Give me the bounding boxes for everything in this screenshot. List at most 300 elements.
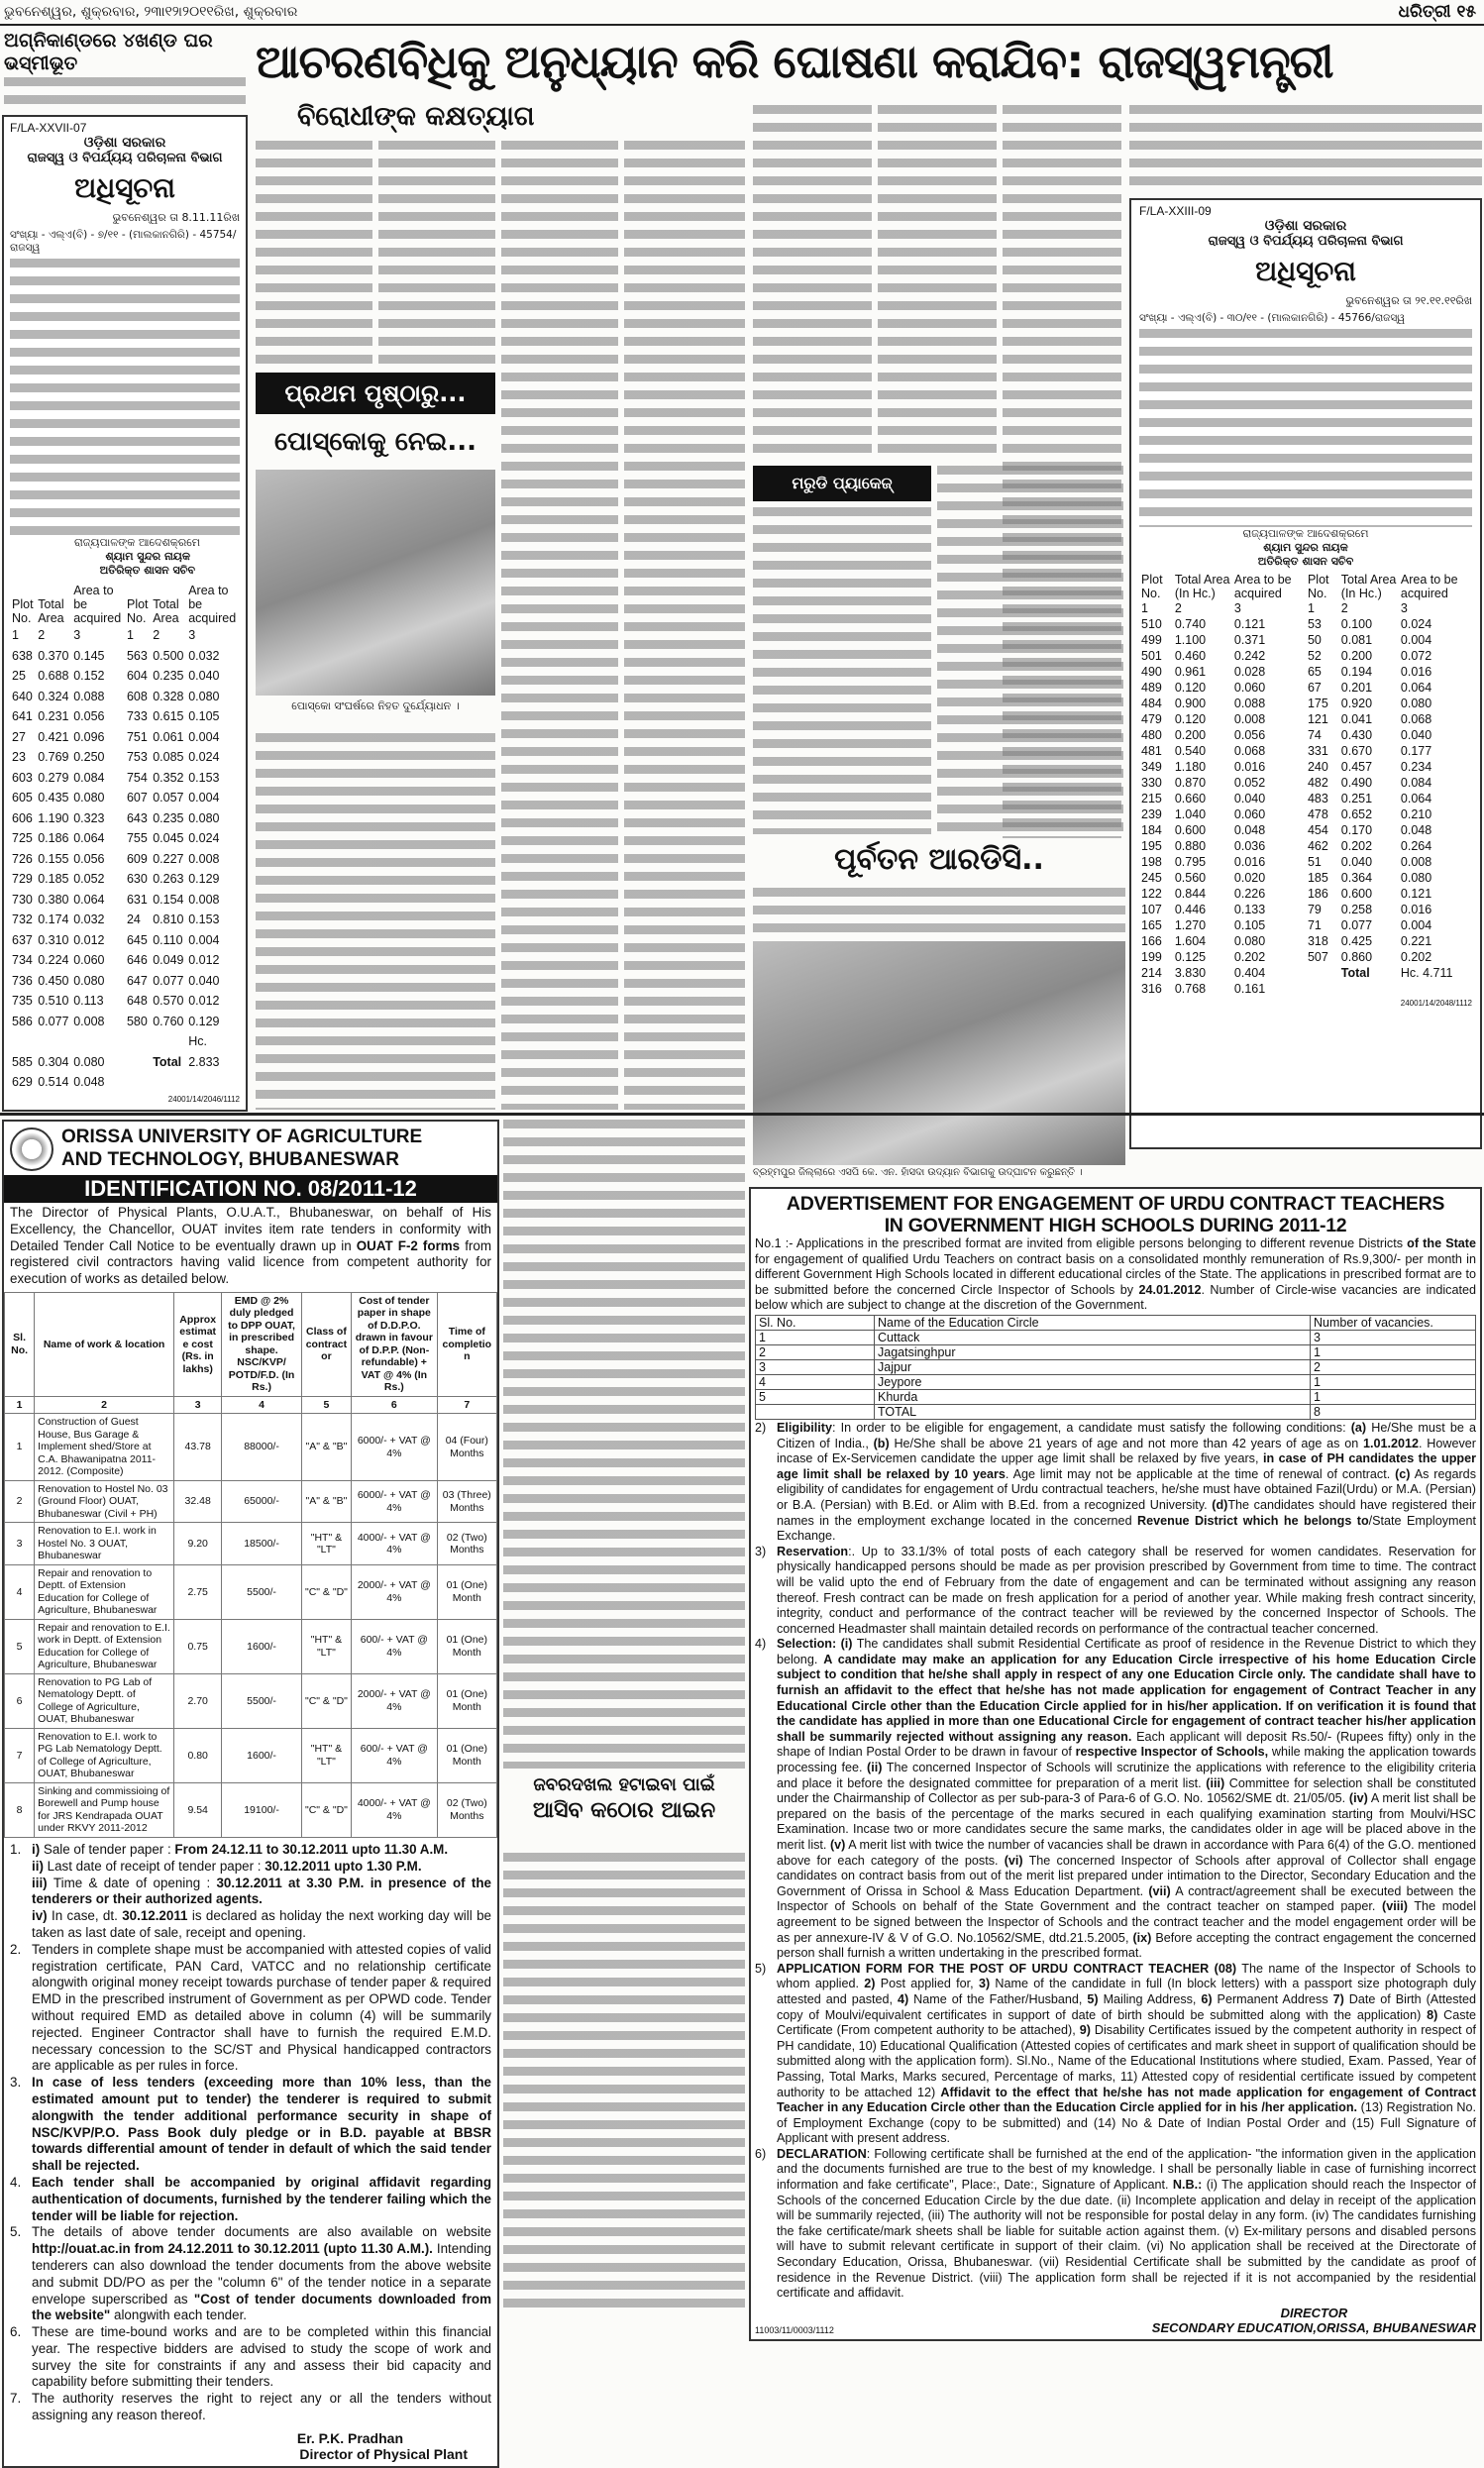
text-segment: ii): [32, 1858, 48, 1874]
table-cell: 0.016: [1400, 903, 1432, 916]
table-row: [10, 890, 240, 911]
land-acquisition-notice-right: [1129, 198, 1482, 1149]
story-text-col8: [1129, 105, 1482, 192]
column-header: Class of contractor: [301, 1292, 351, 1396]
drought-text-col2: [937, 466, 1123, 834]
table-cell: 0.460: [1174, 649, 1207, 663]
table-cell: 0.080: [1400, 871, 1432, 885]
column-header: Plot No.: [1307, 573, 1329, 600]
text-segment: These are time-bound works and are to be completed within this financial year. The respective bidders are advised to study the scope of work and survey the site for constraints if any and assess their bid capacity and capability before submitting their tenders.: [32, 2324, 491, 2390]
table-cell: 0.045: [153, 831, 184, 845]
table-cell: 0.514: [38, 1075, 69, 1089]
table-cell: 0.435: [38, 791, 69, 805]
table-cell: 483: [1307, 792, 1328, 805]
table-cell: 122: [1141, 887, 1162, 901]
text-segment: (c): [1395, 1466, 1411, 1481]
column-index: 1: [126, 628, 134, 642]
table-cell: 0.660: [1174, 792, 1207, 805]
table-cell: 0.170: [1340, 823, 1373, 837]
table-cell: 0.068: [1400, 712, 1432, 726]
table-row: [10, 687, 240, 707]
item-number: 5): [755, 1961, 767, 1976]
urdu-ad-code: 11003/11/0003/1112: [755, 2324, 834, 2335]
table-cell: 3.830: [1174, 966, 1207, 980]
table-cell: 0.056: [73, 709, 105, 723]
text-segment: (v): [829, 1838, 846, 1852]
ouat-name-line1: ORISSA UNIVERSITY OF AGRICULTURE: [61, 1127, 423, 1147]
table-cell: "C" & "D": [301, 1673, 351, 1728]
table-cell: 0.224: [38, 953, 69, 967]
table-cell: "A" & "B": [301, 1480, 351, 1523]
table-cell: 0.072: [1400, 649, 1432, 663]
table-cell: 753: [126, 750, 148, 764]
table-cell: 0.113: [73, 994, 104, 1008]
table-cell: 0.080: [73, 973, 105, 988]
notice-title: ଅଧିସୂଚନା: [1255, 255, 1356, 287]
text-segment: (iv): [1348, 1791, 1368, 1806]
table-cell: 0.080: [1233, 934, 1266, 948]
fire-story-text: [4, 77, 246, 111]
numbered-item: [10, 1876, 491, 1909]
table-cell: 4: [756, 1374, 875, 1389]
table-row: [1139, 902, 1472, 917]
table-cell: 0.064: [1400, 792, 1432, 805]
column-header: Total Area (In Hc.): [1340, 573, 1397, 600]
table-cell: 0.036: [1233, 839, 1266, 853]
encroachment-headlines: [503, 1773, 745, 1825]
text-segment: A merit list shall be prepared on the basis of the percentage of the marks secured in each qualifying examination starting from Moulvi/HSC Examination. Incase two or more candidates secure the same marks, the candidates older in age will be placed above in the merit list.: [777, 1791, 1476, 1852]
item-text: [32, 1876, 491, 1909]
table-cell: 1.604: [1174, 934, 1207, 948]
table-cell: 0.120: [1174, 712, 1207, 726]
item-text: [32, 1859, 422, 1876]
text-segment: Caste Certificate (From competent authority to be attached),: [777, 2007, 1476, 2038]
table-cell: 729: [12, 872, 33, 886]
table-row: [5, 1728, 497, 1782]
table-cell: 479: [1141, 712, 1162, 726]
notice-order: ରାଜ୍ୟପାଳଙ୍କ ଆଦେଶକ୍ରମେ: [1242, 527, 1369, 540]
table-cell: 5500/-: [222, 1564, 301, 1619]
table-cell: 0.870: [1174, 776, 1207, 790]
table-row: [10, 768, 240, 789]
text-segment: Name of the candidate in full (In block letters) with a passport size photograph duly attested and pasted,: [777, 1977, 1476, 2006]
table-cell: 5: [5, 1619, 35, 1673]
urdu-ad-items: [755, 1421, 1476, 2302]
numbered-item: [755, 1421, 1476, 1545]
table-cell: 0.226: [1233, 887, 1266, 901]
table-cell: 0.961: [1174, 665, 1207, 679]
column-index: 2: [35, 1396, 174, 1414]
item-number: 3.: [10, 2075, 22, 2091]
text-segment: : In order to be eligible for engagement, a candidate must satisfy the following conditions:: [831, 1420, 1351, 1435]
notice-ref: F/LA-XXVII-07: [10, 121, 87, 135]
table-row: [10, 788, 240, 808]
column-header: Area to be acquired: [1233, 573, 1292, 600]
urdu-ad-sign-2: SECONDARY EDUCATION,ORISSA, BHUBANESWAR: [1151, 2319, 1476, 2335]
item-text: [32, 1908, 491, 1942]
text-segment: He/She shall be above 21 years of age and not more than 42 years of age as on: [889, 1436, 1363, 1450]
table-row: [10, 808, 240, 829]
text-segment: (i) The application should reach the Inspector of Schools of the concerned Education Circle by the due date. (ii) Incomplete application and delay in receipt of the application will be summarily rejected, (iii) The authority will not be responsible for postal delay in any form. (iv) The candidates furnishing the fake certificate/mark sheets shall be liable for suitable action against them. (v) Ex-military persons and disabled persons will have to submit relevant certificate in support of their claim. (vi) No application shall be received at the Directorate of Secondary Education, Orissa, Bhubaneswar. (vii) Residential Certificate shall be submitted by the candidate as proof of residence in the Revenue District. (viii) The application form shall be rejected if it is not accompanied by the residential certificate and affidavit.: [777, 2178, 1476, 2301]
table-cell: 107: [1141, 903, 1162, 916]
text-segment: 30.12.2011: [122, 1908, 188, 1924]
table-cell: 0.371: [1233, 633, 1266, 647]
item-number: 4.: [10, 2174, 22, 2190]
table-cell: 0.80: [174, 1728, 222, 1782]
table-cell: 0.041: [1340, 712, 1373, 726]
table-cell: 32.48: [174, 1480, 222, 1523]
table-cell: 0.040: [188, 669, 220, 683]
column-header: Name of work & location: [35, 1292, 174, 1396]
table-cell: 1: [5, 1414, 35, 1481]
table-cell: Renovation to PG Lab of Nematology Deptt. of College of Agriculture, OUAT, Bhubaneswar: [35, 1673, 174, 1728]
table-cell: 239: [1141, 807, 1162, 821]
text-segment: respective Inspector of Schools,: [1075, 1745, 1269, 1760]
table-row: [756, 1330, 1476, 1344]
table-cell: 606: [12, 810, 33, 825]
table-cell: 0.061: [153, 729, 184, 744]
text-segment: Mailing Address,: [1098, 1991, 1202, 2006]
plot-table-left: [10, 584, 240, 1093]
table-row: [1139, 854, 1472, 870]
column-index: 5: [301, 1396, 351, 1414]
table-row: [1139, 759, 1472, 775]
table-cell: Jajpur: [875, 1359, 1311, 1374]
column-index: 3: [188, 628, 196, 642]
table-cell: 0.235: [153, 669, 184, 683]
table-cell: 0.032: [188, 648, 220, 663]
table-cell: "C" & "D": [301, 1564, 351, 1619]
item-number: 3): [755, 1544, 767, 1558]
column-index: 3: [1400, 601, 1408, 615]
item-text: [32, 1842, 448, 1859]
table-cell: 0.080: [73, 1054, 105, 1069]
item-text: [777, 1962, 1476, 2147]
table-cell: 630: [126, 872, 148, 886]
table-cell: 0.152: [73, 669, 105, 683]
text-segment: DECLARATION: [777, 2146, 867, 2161]
item-number: 1.: [10, 1841, 22, 1857]
table-row: [1139, 949, 1472, 965]
column-index: 3: [1233, 601, 1241, 615]
notice-dept: ରାଜସ୍ୱ ଓ ବିପର୍ଯ୍ୟୟ ପରିଚାଳନା ବିଭାଗ: [27, 151, 223, 165]
rdc-headline: ପୂର୍ବତନ ଆରଡିସି..: [834, 842, 1044, 877]
plot-table-right: [1139, 573, 1472, 997]
table-cell: 0.844: [1174, 887, 1207, 901]
table-cell: 0.200: [1174, 728, 1207, 742]
table-cell: 0.125: [1174, 950, 1207, 964]
table-row: [10, 706, 240, 727]
table-cell: 600/- + VAT @ 4%: [352, 1728, 438, 1782]
notice-govt: ଓଡ଼ିଶା ସରକାର: [1264, 218, 1347, 234]
table-cell: 0.500: [153, 648, 184, 663]
table-cell: "C" & "D": [301, 1782, 351, 1837]
table-cell: 165: [1141, 918, 1162, 932]
text-segment: is declared as holiday the next working day will be taken as last date of sale, receipt and opening.: [32, 1908, 491, 1940]
table-cell: 5: [756, 1389, 875, 1404]
ouat-logo: [10, 1127, 53, 1171]
table-cell: 1: [1311, 1374, 1476, 1389]
numbered-item: [755, 1545, 1476, 1638]
text-segment: 1.01.2012: [1363, 1436, 1420, 1450]
table-cell: 0.234: [1400, 760, 1432, 774]
table-cell: 0.769: [38, 750, 69, 764]
ouat-name-line2: AND TECHNOLOGY, BHUBANESWAR: [61, 1149, 399, 1170]
table-cell: 0.056: [1233, 728, 1266, 742]
table-cell: "HT" & "LT": [301, 1619, 351, 1673]
table-cell: 0.012: [73, 932, 105, 947]
table-cell: 0.008: [188, 851, 220, 866]
table-cell: 603: [12, 770, 33, 785]
text-segment: The details of above tender documents are also available on website: [32, 2224, 491, 2240]
table-row: [1139, 632, 1472, 648]
text-segment: (13) Registration No. of Employment Exchange (copy to be submitted) and (14) No & Date of Indian Postal Order and (15) Full Signature of Applicant with present address.: [777, 2100, 1476, 2146]
table-cell: 0.032: [73, 912, 105, 926]
numbered-item: [755, 1637, 1476, 1961]
table-cell: [125, 1031, 151, 1072]
table-cell: 0.105: [1233, 918, 1266, 932]
column-index: 2: [38, 628, 46, 642]
table-cell: [1306, 965, 1339, 981]
table-cell: 8: [5, 1782, 35, 1837]
text-segment: (a): [1350, 1420, 1367, 1435]
text-segment: "Cost of tender documents downloaded from the website": [32, 2291, 492, 2323]
table-cell: 0.024: [1400, 617, 1432, 631]
text-segment: Revenue District which he belongs to: [1137, 1513, 1369, 1528]
table-cell: 631: [126, 892, 148, 907]
numbered-item: [10, 1842, 491, 1859]
column-header: EMD @ 2% duly pledged to DPP OUAT, in prescribed shape. NSC/KVP/ POTD/F.D. (In Rs.): [222, 1292, 301, 1396]
table-cell: 01 (One) Month: [437, 1728, 496, 1782]
table-cell: Sinking and commissioing of Borewell and Pump house for JRS Kendrapada OUAT under RKVY 2011-2012: [35, 1782, 174, 1837]
table-cell: 01 (One) Month: [437, 1564, 496, 1619]
text-segment: (vi): [1004, 1853, 1023, 1868]
text-segment: Disability Certificates issued by the competent authority in respect of PH candidate, 10) Educational Qualification (Attested copies of certificates and mark sheet in support of qualification should be submitted along with the application form). Sl.No., Name of the Educational Institutions where studied, Exam. Passed, Year of Passing, Total Marks, Marks secured, Percentage of marks, 11) Attested copy of residential certificate issued by competent authority to be attached 12): [777, 2023, 1476, 2099]
table-cell: 0.404: [1233, 966, 1266, 980]
text-segment: 3): [978, 1977, 991, 1991]
table-cell: 0.600: [1174, 823, 1207, 837]
numbered-item: [755, 2147, 1476, 2302]
column-header: Area to be acquired: [73, 584, 122, 625]
table-cell: 751: [126, 729, 148, 744]
text-segment: Permanent Address: [1212, 1991, 1333, 2006]
table-cell: 24: [126, 912, 141, 926]
column-index: 2: [153, 628, 160, 642]
text-segment: alongwith each tender.: [110, 2307, 248, 2323]
text-segment: Time & date of opening :: [53, 1875, 217, 1890]
table-cell: 1.190: [38, 810, 69, 825]
table-cell: 4: [5, 1564, 35, 1619]
table-cell: 1: [1311, 1344, 1476, 1359]
encroachment-text: [503, 1853, 745, 2314]
table-cell: 4000/- + VAT @ 4%: [352, 1523, 438, 1565]
notice-body: [1139, 329, 1472, 527]
table-row: [756, 1404, 1476, 1419]
table-cell: 489: [1141, 681, 1162, 695]
table-cell: 0.920: [1340, 697, 1373, 710]
column-header: Approx estimate cost (Rs. in lakhs): [174, 1292, 222, 1396]
table-cell: 0.210: [1400, 807, 1432, 821]
table-cell: 121: [1307, 712, 1328, 726]
text-segment: Reservation: [777, 1544, 849, 1558]
table-row: [5, 1523, 497, 1565]
table-cell: 607: [126, 791, 148, 805]
text-segment: /State Employment Exchange.: [777, 1513, 1476, 1544]
table-cell: 19100/-: [222, 1782, 301, 1837]
table-cell: 0.008: [188, 892, 220, 907]
notice-body: [10, 259, 240, 536]
table-cell: 0.064: [73, 831, 105, 845]
table-cell: 0.370: [38, 648, 69, 663]
table-cell: 0.105: [188, 709, 220, 723]
walkout-text-col2: [378, 141, 495, 367]
text-segment: Eligibility: [777, 1420, 832, 1435]
table-cell: 0.652: [1340, 807, 1373, 821]
text-segment: Committee for selection shall be constituted under the Chairmanship of Collector as per sub-para-3 of Para-6 of G.O. No. 10562/SME dt. 21/05/05.: [777, 1775, 1476, 1806]
column-index: 1: [5, 1396, 35, 1414]
column-index: 7: [437, 1396, 496, 1414]
main-headline: ଆଚରଣବିଧିକୁ ଅନୁଧ୍ୟାନ କରି ଘୋଷଣା କରାଯିବ: ରାଜସ୍ୱମନ୍ତ୍ରୀ: [256, 35, 1333, 88]
notice-number: ସଂଖ୍ୟା - ଏଲ୍‌ଏ(ବି) - ୩୦/୧୧ - (ମାଲକାନଗିରି) - 45766/ରାଜସ୍ୱ: [1139, 312, 1406, 324]
text-segment: (vii): [1148, 1883, 1171, 1898]
table-cell: 725: [12, 831, 33, 845]
table-cell: 726: [12, 851, 33, 866]
table-cell: 18500/-: [222, 1523, 301, 1565]
notice-order: ରାଜ୍ୟପାଳଙ୍କ ଆଦେଶକ୍ରମେ: [74, 536, 200, 549]
table-cell: 0.084: [73, 770, 105, 785]
table-cell: 0.670: [1340, 744, 1373, 758]
ouat-sign-title: Director of Physical Plant: [299, 2445, 468, 2462]
table-row: [5, 1414, 497, 1481]
text-segment: http://ouat.ac.in from 24.12.2011 to 30.12.2011 (upto 11.30 A.M.).: [32, 2241, 433, 2257]
table-cell: [1399, 981, 1472, 997]
table-cell: 480: [1141, 728, 1162, 742]
table-cell: 507: [1307, 950, 1328, 964]
table-cell: 316: [1141, 982, 1162, 996]
table-row: [10, 1031, 240, 1072]
table-cell: 640: [12, 689, 33, 703]
text-segment: (d): [1212, 1497, 1228, 1512]
table-cell: 0.133: [1233, 903, 1266, 916]
text-segment: iv): [32, 1908, 53, 1924]
column-index: 1: [12, 628, 19, 642]
table-row: [5, 1673, 497, 1728]
table-cell: 2: [1311, 1359, 1476, 1374]
table-cell: 0.304: [38, 1054, 69, 1069]
table-row: [10, 828, 240, 849]
table-row: [10, 950, 240, 971]
text-segment: . Age limit may not be applicable at the time of renewal of contract.: [1005, 1466, 1396, 1481]
table-cell: 23: [12, 750, 26, 764]
text-segment: from registered civil contractors having valid licence from competent authority for execution of works as detailed below.: [10, 1237, 491, 1287]
table-cell: 609: [126, 851, 148, 866]
notice-signatory: ଶ୍ୟାମ ସୁନ୍ଦର ନାୟକ: [105, 550, 190, 563]
walkout-text-col3: [501, 141, 618, 1110]
table-cell: 0.279: [38, 770, 69, 785]
table-row: [1139, 711, 1472, 727]
story-text-col5: [753, 105, 872, 462]
table-row: [1139, 886, 1472, 902]
table-cell: 1.270: [1174, 918, 1207, 932]
table-cell: 0.263: [153, 872, 184, 886]
table-cell: 0.250: [73, 750, 105, 764]
table-cell: 0.048: [73, 1075, 105, 1089]
table-cell: 0.088: [73, 689, 105, 703]
numbered-item: [10, 2391, 491, 2424]
table-cell: 240: [1307, 760, 1328, 774]
table-cell: 0.077: [153, 973, 184, 988]
table-cell: 0.040: [1233, 792, 1266, 805]
notice-title: ଅଧିସୂଚନା: [74, 171, 175, 204]
numbered-item: [10, 1908, 491, 1942]
table-cell: 0.430: [1340, 728, 1373, 742]
table-cell: 733: [126, 709, 148, 723]
text-segment: A candidate may make an application for any Education Circle irrespective of his home Education Circle subject to condition that he/she shall apply in respect of any one Education Circle only. The candidate shall have to furnish an affidavit to the effect that he/she has not made application for engagement of Contract Teacher in any Educational Circle other than the Education Circle applied for in his/her application. If on verification it is found that the candidate has applied in more than one Educational Circle for engagement of contract teacher his/her application shall be summarily rejected without assigning any reason.: [777, 1652, 1476, 1744]
table-cell: 50: [1307, 633, 1322, 647]
table-row: [1139, 727, 1472, 743]
text-segment: 24.01.2012: [1138, 1282, 1202, 1297]
fire-headline: ଅଗ୍ନିକାଣ୍ଡରେ ୪ଖଣ୍ଡ ଘର ଭସ୍ମୀଭୂତ: [4, 30, 213, 74]
table-cell: 0.064: [1400, 681, 1432, 695]
table-cell: 245: [1141, 871, 1162, 885]
table-cell: 0.048: [1400, 823, 1432, 837]
urdu-ad-intro: [755, 1236, 1476, 1314]
table-cell: 0.085: [153, 750, 184, 764]
text-segment: of the State: [1407, 1236, 1477, 1250]
text-segment: As regards eligibility of candidates for engagement of Urdu contractual teachers, he/she must have obtained Fazil(Urdu) or M.A. (Persian) or B.A. (Persian) with B.Ed. or Alim with B.Ed. from a recognized University.: [777, 1466, 1476, 1512]
table-cell: Repair and renovation to Deptt. of Extension Education for College of Agriculture, Bhubaneswar: [35, 1564, 174, 1619]
table-cell: 490: [1141, 665, 1162, 679]
text-segment: The model agreement to be signed between the Inspector of Schools and the contract teacher and the model engagement order will be as per annexure-IV & V of G.O. No.10562/SME, dtd.21.5.2005,: [777, 1899, 1476, 1945]
column-index: 1: [1307, 601, 1315, 615]
table-cell: 501: [1141, 649, 1162, 663]
column-header: Sl. No.: [5, 1292, 35, 1396]
table-cell: 0.100: [1340, 617, 1373, 631]
column-index: 3: [73, 628, 81, 642]
item-text: [32, 2075, 491, 2175]
table-cell: 0.004: [1400, 633, 1432, 647]
table-cell: 0.084: [1400, 776, 1432, 790]
table-row: [1139, 648, 1472, 664]
table-row: [1139, 838, 1472, 854]
table-cell: TOTAL: [875, 1404, 1311, 1419]
table-cell: 3: [756, 1359, 875, 1374]
urdu-teacher-advertisement: [749, 1187, 1482, 2341]
text-segment: The name of the Inspector of Schools to whom applied.: [777, 1961, 1476, 1991]
table-cell: 0.490: [1340, 776, 1373, 790]
table-cell: 0.177: [1400, 744, 1432, 758]
table-row: [756, 1359, 1476, 1374]
item-text: [32, 2324, 491, 2391]
table-cell: 65: [1307, 665, 1322, 679]
table-cell: 0.768: [1174, 982, 1207, 996]
table-cell: Cuttack: [875, 1330, 1311, 1344]
table-cell: 166: [1141, 934, 1162, 948]
table-cell: 65000/-: [222, 1480, 301, 1523]
text-segment: 2): [864, 1977, 876, 1991]
table-cell: 563: [126, 648, 148, 663]
table-cell: 186: [1307, 887, 1328, 901]
table-cell: 0.231: [38, 709, 69, 723]
text-segment: 4): [898, 1991, 909, 2006]
column-index: 2: [1174, 601, 1182, 615]
table-cell: 02 (Two) Months: [437, 1523, 496, 1565]
text-segment: Post applied for,: [875, 1977, 979, 1991]
text-segment: The concerned Inspector of Schools after approval of Collector shall engage candidates on contract basis from out of the merit list prepared under intimation to the Director, Secondary Education and the Government of Orissa in School & Mass Education Department.: [777, 1853, 1476, 1898]
table-cell: 27: [12, 729, 26, 744]
table-cell: 53: [1307, 617, 1322, 631]
table-cell: 5500/-: [222, 1673, 301, 1728]
